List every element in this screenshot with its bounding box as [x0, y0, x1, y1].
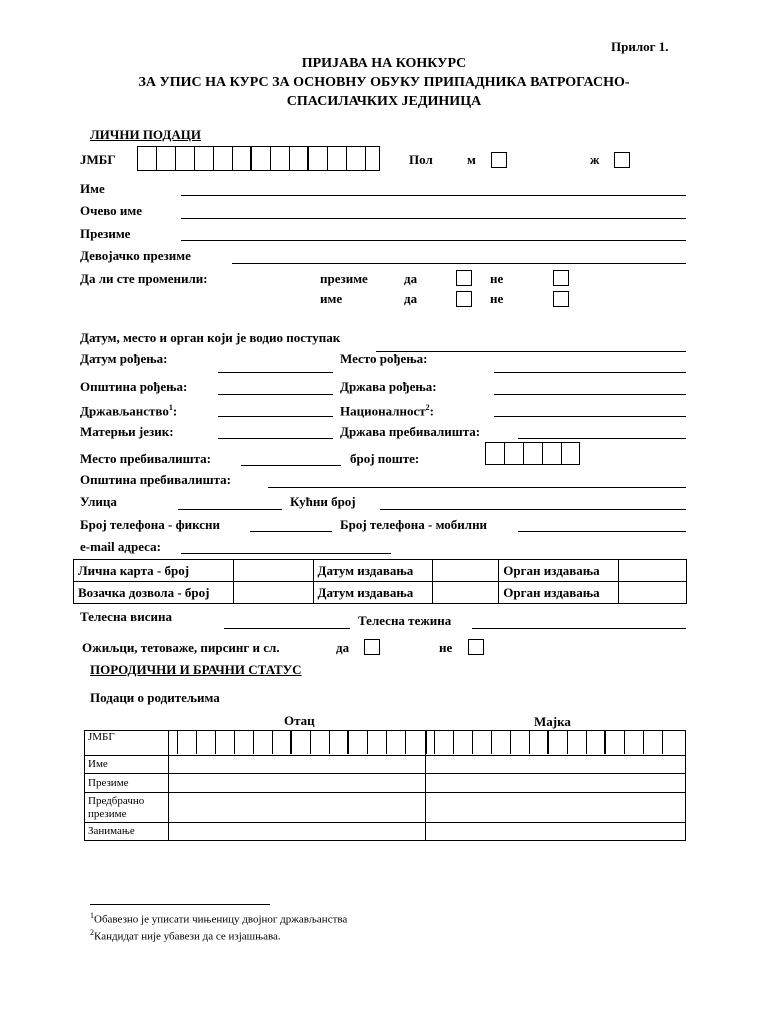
height-field[interactable]: [224, 628, 350, 629]
phone-mobile-label: Број телефона - мобилни: [340, 517, 488, 532]
changed-name-yes-label: да: [404, 291, 418, 306]
parents-row-label-maiden: Предбрачно презиме: [85, 793, 169, 823]
id-card-issuer-label: Орган издавања: [499, 560, 619, 582]
residence-place-label: Место пребивалишта:: [80, 451, 212, 466]
changed-name-label: име: [320, 291, 343, 306]
residence-municipality-field[interactable]: [268, 487, 686, 488]
birth-place-field[interactable]: [494, 372, 686, 373]
postal-code-label: број поште:: [350, 451, 420, 466]
residence-country-field[interactable]: [518, 438, 686, 439]
form-title-line1: ПРИЈАВА НА КОНКУРС: [301, 56, 467, 71]
marks-no-label: не: [439, 640, 453, 655]
changed-surname-no-checkbox[interactable]: [553, 270, 569, 286]
weight-field[interactable]: [472, 628, 686, 629]
parents-row-label-name: Име: [85, 756, 169, 774]
birth-country-label: Држава рођења:: [340, 379, 437, 394]
postal-code-input[interactable]: [485, 442, 580, 465]
phone-fixed-label: Број телефона - фиксни: [80, 517, 220, 532]
father-occupation-cell[interactable]: [168, 823, 426, 841]
changed-surname-yes-checkbox[interactable]: [456, 270, 472, 286]
surname-field[interactable]: [181, 240, 686, 241]
mother-occupation-cell[interactable]: [426, 823, 686, 841]
father-column-header: Отац: [284, 713, 315, 728]
sex-label: Пол: [409, 152, 433, 167]
changed-surname-label: презиме: [320, 271, 368, 286]
marks-yes-checkbox[interactable]: [364, 639, 380, 655]
marks-yes-label: да: [336, 640, 350, 655]
father-jmbg-cell[interactable]: [168, 731, 426, 756]
registry-label: Датум, место и орган који је водио поступак: [80, 330, 341, 345]
marks-no-checkbox[interactable]: [468, 639, 484, 655]
first-name-label: Име: [80, 181, 105, 196]
father-name-cell[interactable]: [168, 756, 426, 774]
footnote-divider: [90, 904, 270, 905]
parents-table: [84, 730, 686, 841]
changed-name-no-checkbox[interactable]: [553, 291, 569, 307]
email-field[interactable]: [181, 553, 391, 554]
table-row: [85, 731, 686, 756]
father-jmbg-input[interactable]: [177, 731, 427, 754]
house-number-label: Кућни број: [290, 494, 356, 509]
mother-maiden-cell[interactable]: [426, 793, 686, 823]
table-row: [85, 793, 686, 823]
sex-male-checkbox[interactable]: [491, 152, 507, 168]
sex-female-label: ж: [590, 152, 600, 167]
email-label: e-mail адреса:: [80, 539, 161, 554]
footnote-2: $^2$Кандидат није убавези да се изјашњава.: [90, 928, 281, 943]
mother-tongue-field[interactable]: [218, 438, 333, 439]
father-maiden-cell[interactable]: [168, 793, 426, 823]
documents-table: [73, 559, 687, 604]
table-row: [85, 756, 686, 774]
id-card-label: Лична карта - број: [74, 560, 234, 582]
driver-license-issuer-cell[interactable]: [619, 582, 687, 604]
birth-place-label: Место рођења:: [340, 351, 428, 366]
sex-male-label: м: [467, 152, 476, 167]
driver-license-label: Возачка дозвола - број: [74, 582, 234, 604]
street-field[interactable]: [178, 509, 282, 510]
residence-municipality-label: Општина пребивалишта:: [80, 472, 231, 487]
residence-place-field[interactable]: [241, 465, 341, 466]
id-card-date-label: Датум издавања: [313, 560, 433, 582]
jmbg-label: ЈМБГ: [80, 152, 116, 167]
nationality-label: Националност$^2$:: [340, 403, 434, 419]
weight-label: Телесна тежина: [358, 613, 452, 628]
sex-female-checkbox[interactable]: [614, 152, 630, 168]
parents-row-label-occupation: Занимање: [85, 823, 169, 841]
street-label: Улица: [80, 494, 117, 509]
mother-name-cell[interactable]: [426, 756, 686, 774]
nationality-field[interactable]: [494, 416, 686, 417]
phone-fixed-field[interactable]: [250, 531, 332, 532]
surname-label: Презиме: [80, 226, 131, 241]
birth-date-field[interactable]: [218, 372, 333, 373]
form-title-line2: ЗА УПИС НА КУРС ЗА ОСНОВНУ ОБУКУ ПРИПАДНИКА ВАТРОГАСНО-: [138, 75, 630, 90]
changed-name-no-label: не: [490, 291, 504, 306]
form-title-line3: СПАСИЛАЧКИХ ЈЕДИНИЦА: [286, 94, 482, 109]
driver-license-date-label: Датум издавања: [313, 582, 433, 604]
parents-row-label-jmbg: ЈМБГ: [85, 731, 169, 756]
parents-row-label-surname: Презиме: [85, 774, 169, 793]
first-name-field[interactable]: [181, 195, 686, 196]
changed-label: Да ли сте променили:: [80, 271, 208, 286]
table-row: [74, 582, 687, 604]
mother-tongue-label: Матерњи језик:: [80, 424, 174, 439]
father-name-label: Очево име: [80, 203, 143, 218]
table-row: [74, 560, 687, 582]
mother-surname-cell[interactable]: [426, 774, 686, 793]
id-card-issuer-cell[interactable]: [619, 560, 687, 582]
driver-license-number-cell[interactable]: [233, 582, 313, 604]
maiden-name-field[interactable]: [232, 263, 686, 264]
mother-column-header: Мајка: [534, 714, 571, 729]
citizenship-label: Држављанство$^1$:: [80, 403, 178, 419]
changed-name-yes-checkbox[interactable]: [456, 291, 472, 307]
residence-country-label: Држава пребивалишта:: [340, 424, 481, 439]
birth-date-label: Датум рођења:: [80, 351, 168, 366]
section-title-personal: ЛИЧНИ ПОДАЦИ: [90, 127, 201, 142]
jmbg-input[interactable]: [137, 146, 380, 171]
house-number-field[interactable]: [380, 509, 686, 510]
changed-surname-yes-label: да: [404, 271, 418, 286]
section-title-family: ПОРОДИЧНИ И БРАЧНИ СТАТУС: [90, 662, 302, 677]
birth-municipality-field[interactable]: [218, 394, 333, 395]
marks-label: Ожиљци, тетоваже, пирсинг и сл.: [82, 640, 280, 655]
birth-country-field[interactable]: [494, 394, 686, 395]
height-label: Телесна висина: [80, 609, 172, 624]
annex-label: Прилог 1.: [611, 39, 669, 54]
father-name-field[interactable]: [181, 218, 686, 219]
parents-subtitle: Подаци о родитељима: [90, 690, 220, 705]
driver-license-issuer-label: Орган издавања: [499, 582, 619, 604]
table-row: [85, 823, 686, 841]
birth-municipality-label: Општина рођења:: [80, 379, 188, 394]
table-row: [85, 774, 686, 793]
father-surname-cell[interactable]: [168, 774, 426, 793]
maiden-name-label: Девојачко презиме: [80, 248, 191, 263]
mother-jmbg-input[interactable]: [434, 731, 686, 754]
phone-mobile-field[interactable]: [518, 531, 686, 532]
id-card-date-cell[interactable]: [433, 560, 499, 582]
mother-jmbg-cell[interactable]: [426, 731, 686, 756]
changed-surname-no-label: не: [490, 271, 504, 286]
citizenship-field[interactable]: [218, 416, 333, 417]
id-card-number-cell[interactable]: [233, 560, 313, 582]
footnote-1: $^1$Обавезно је уписати чињеницу двојног држављанства: [90, 911, 348, 926]
driver-license-date-cell[interactable]: [433, 582, 499, 604]
